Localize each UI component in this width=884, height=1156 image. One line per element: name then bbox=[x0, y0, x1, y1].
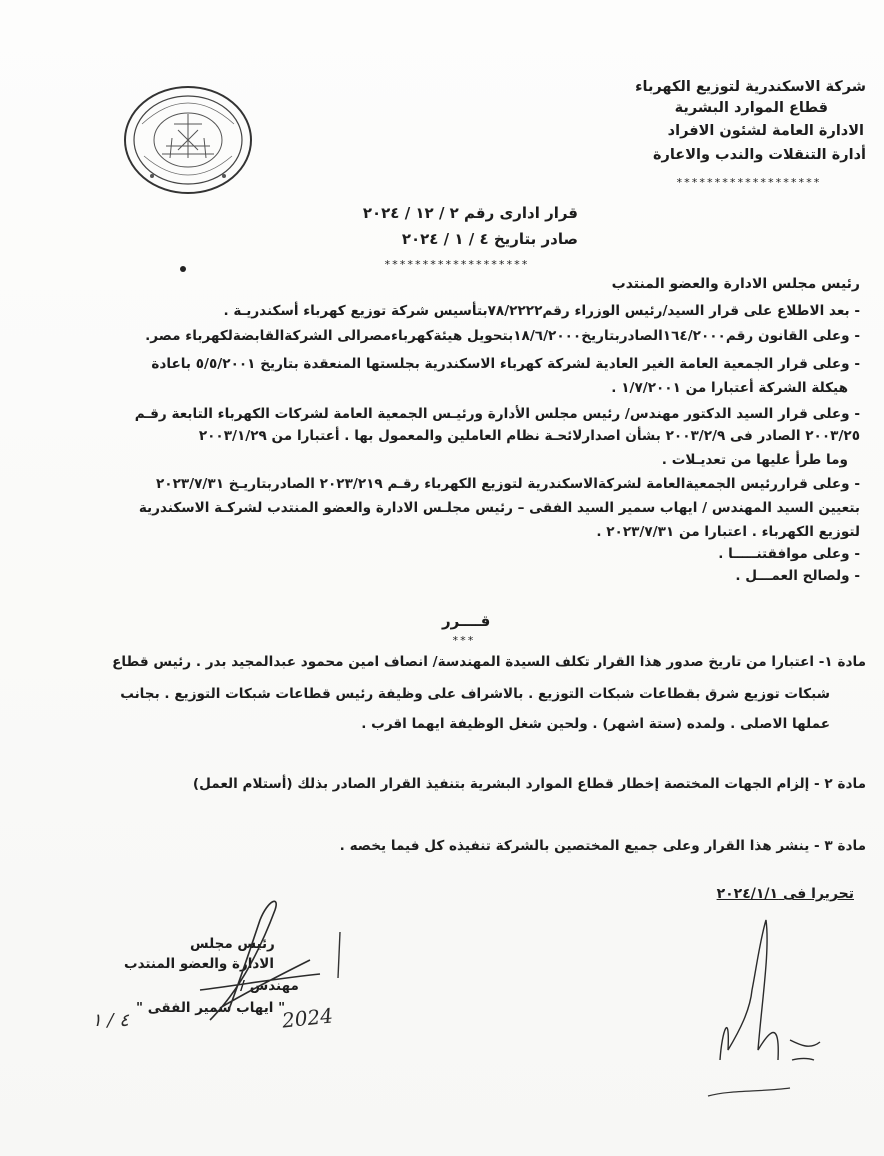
header-directorate: الادارة العامة لشئون الافراد bbox=[667, 123, 864, 139]
preamble-line: - وعلى القانون رقم١٦٤/٢٠٠٠الصادربتاريخ١٨/٦/٢٠٠٠بتحويل هيئةكهرباءمصرالى الشركةالقابضةلكهرباء مصر. bbox=[145, 328, 860, 344]
signatory-title-2: الادارة والعضو المنتدب bbox=[124, 956, 274, 972]
article-3-line: مادة ٣ - ينشر هذا القرار وعلى جميع المختصين بالشركة تنفيذه كل فيما يخصه . bbox=[339, 838, 866, 854]
preamble-line: - وعلى قراررئيس الجمعيةالعامة لشركةالاسكندرية لتوزيع الكهرباء رقـم ٢٠٢٣/٢١٩ الصادربتاريـخ ٢٠٢٣/٧/٣١ bbox=[155, 476, 860, 492]
preamble-line: لتوزيع الكهرباء . اعتبارا من ٢٠٢٣/٧/٣١ . bbox=[596, 524, 860, 540]
decree-stars: *** bbox=[452, 634, 475, 647]
decree-title: قــــرر bbox=[442, 612, 491, 630]
preamble-line: بتعيين السيد المهندس / ايهاب سمير السيد الفقى – رئيس مجلـس الادارة والعضو المنتدب لشركـة الاسكندرية bbox=[138, 500, 860, 516]
preamble-line: - ولصالح العمـــل . bbox=[735, 568, 860, 584]
ink-mark-icon bbox=[320, 930, 360, 980]
preamble-line: - بعد الاطلاع على قرار السيد/رئيس الوزراء رقم٧٨/٢٢٢٢بتأسيس شركة توزيع كهرباء أسكندريـة . bbox=[223, 303, 860, 319]
article-1-line: مادة ١- اعتبارا من تاريخ صدور هذا القرار تكلف السيدة المهندسة/ انصاف امين محمود عبدالمجيد بدر . رئيس قطاع bbox=[112, 654, 866, 670]
decision-date: صادر بتاريخ ٤ / ١ / ٢٠٢٤ bbox=[401, 230, 578, 248]
header-sector: قطاع الموارد البشرية bbox=[674, 100, 828, 116]
handwritten-date: ٤ / ١ bbox=[92, 1010, 129, 1031]
ink-dot bbox=[180, 266, 186, 272]
handwritten-year: 2024 bbox=[280, 1003, 335, 1033]
signature-chairman-icon bbox=[180, 890, 330, 1040]
dated-line: تحريرا فى ٢٠٢٤/١/١ bbox=[716, 886, 854, 902]
header-department: أدارة التنقلات والندب والاعارة bbox=[652, 147, 866, 163]
preamble-authority: رئيس مجلس الادارة والعضو المنتدب bbox=[611, 276, 860, 292]
decision-separator: ******************* bbox=[384, 258, 529, 271]
article-1-line: شبكات توزيع شرق بقطاعات شبكات التوزيع . بالاشراف على وظيفة رئيس قطاعات شبكات التوزيع . بجانب bbox=[120, 686, 830, 702]
decision-number: قرار ادارى رقم ٢ / ١٢ / ٢٠٢٤ bbox=[362, 204, 578, 222]
signatory-title-1: رئيس مجلس bbox=[190, 936, 275, 952]
company-seal-icon bbox=[122, 84, 254, 196]
preamble-line: وما طرأ عليها من تعديـلات . bbox=[661, 452, 848, 468]
article-1-line: عملها الاصلى . ولمده (ستة اشهر) . ولحين شغل الوظيفة ايهما اقرب . bbox=[361, 716, 830, 732]
preamble-line: - وعلى قرار السيد الدكتور مهندس/ رئيس مجلس الأدارة ورئيـس الجمعية العامة لشركات الكهرباء التابعة رقـم bbox=[134, 406, 860, 422]
signatory-name: " ايهاب سمير الفقى " bbox=[136, 1000, 286, 1016]
article-2-line: مادة ٢ - إلزام الجهات المختصة إخطار قطاع الموارد البشرية بتنفيذ القرار الصادر بذلك (أستلام العمل) bbox=[192, 776, 866, 792]
preamble-line: - وعلى موافقتنـــــا . bbox=[718, 546, 860, 562]
header-separator: ******************* bbox=[676, 176, 821, 189]
preamble-line: - وعلى قرار الجمعية العامة الغير العادية لشركة كهرباء الاسكندرية بجلستها المنعقدة بتاريخ ٥/٥/٢٠٠١ باعادة bbox=[151, 356, 860, 372]
signatory-engineer: مهندس / bbox=[240, 978, 299, 994]
preamble-line: ٢٠٠٣/٢٥ الصادر فى ٢٠٠٣/٢/٩ بشأن اصدارلائحـة نظام العاملين والمعمول بها . أعتبارا من ٢٠٠٣/١/٢٩ bbox=[198, 428, 860, 444]
header-company: شركة الاسكندرية لتوزيع الكهرباء bbox=[635, 79, 866, 95]
signature-secondary-icon bbox=[700, 910, 840, 1100]
preamble-line: هيكلة الشركة أعتبارا من ١/٧/٢٠٠١ . bbox=[611, 380, 848, 396]
